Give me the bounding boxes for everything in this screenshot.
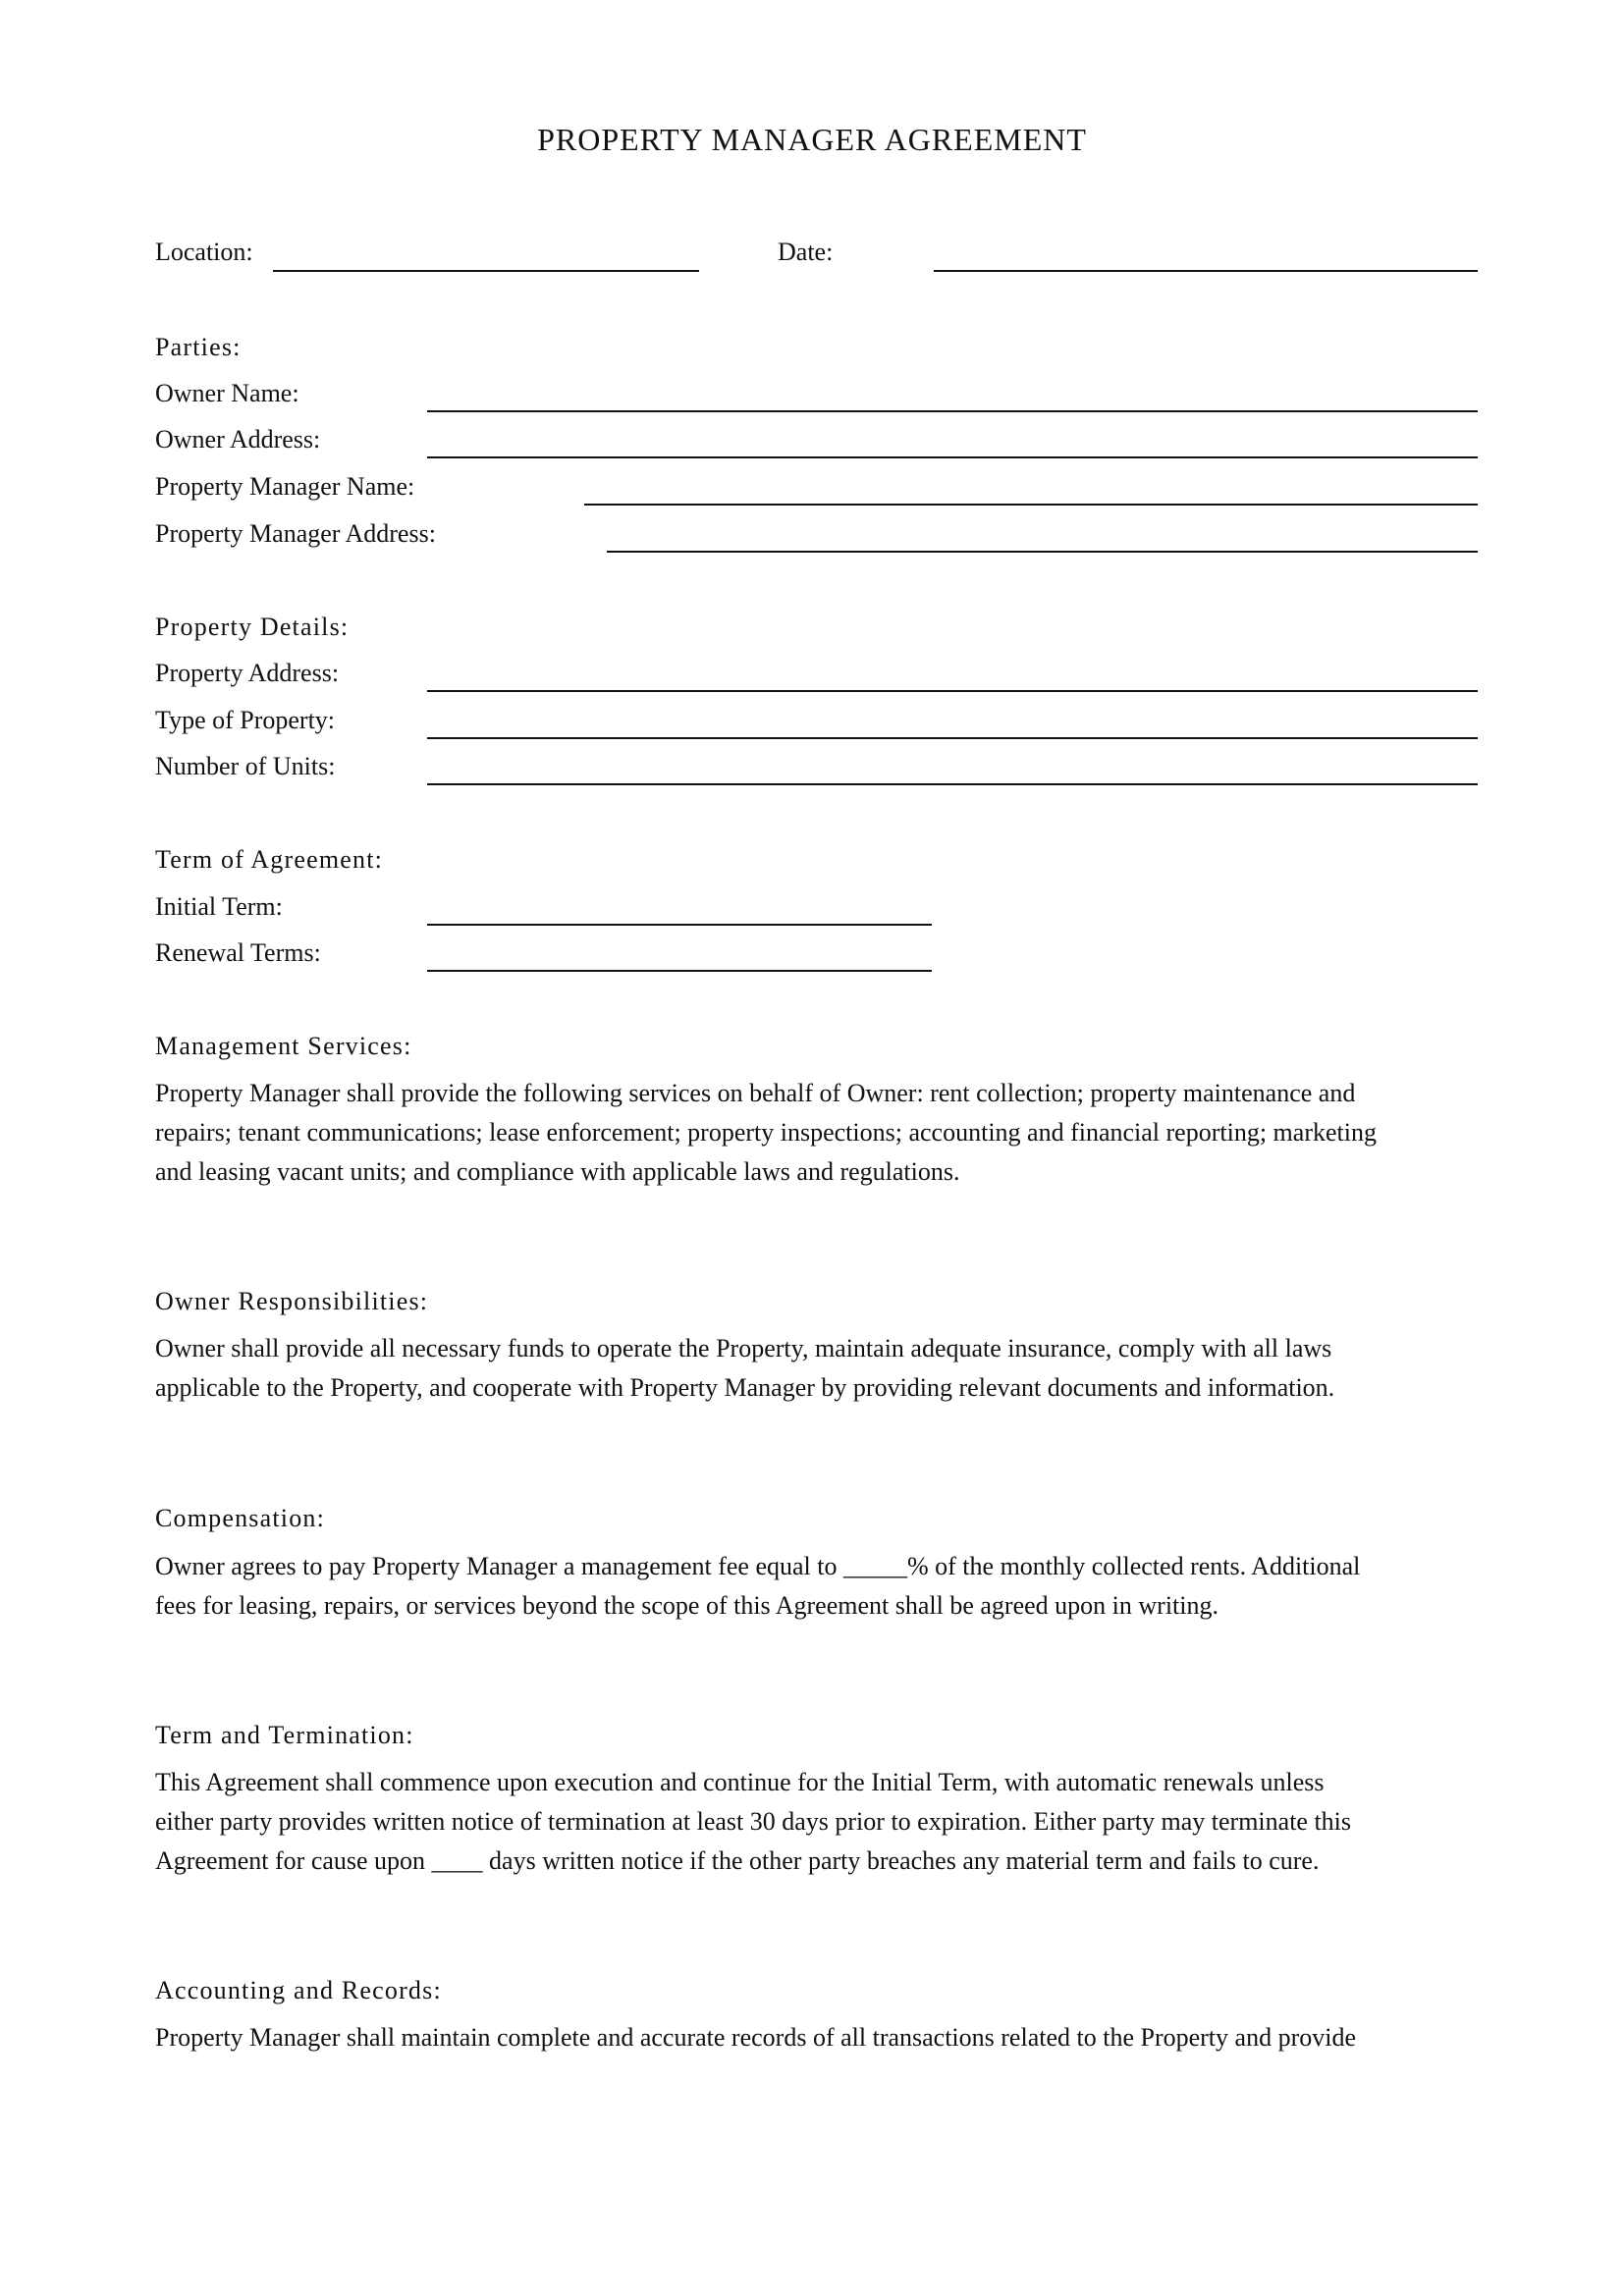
owner-name-field[interactable]: [427, 410, 1478, 412]
body-line: either party provides written notice of termination at least 30 days prior to expiration. Either party may terminate this: [155, 1807, 1352, 1836]
section-body-owner-responsibilities: [155, 1329, 1490, 1408]
body-line: Property Manager shall provide the following services on behalf of Owner: rent collection; property maintenance and: [155, 1079, 1356, 1107]
manager-name-label: Property Manager Name:: [155, 472, 415, 501]
section-heading-compensation: Compensation:: [155, 1504, 326, 1532]
units-field[interactable]: [427, 783, 1478, 785]
section-body-management-services: [155, 1074, 1490, 1192]
manager-name-field[interactable]: [584, 504, 1478, 506]
term-heading: Term of Agreement:: [155, 845, 384, 874]
manager-address-label: Property Manager Address:: [155, 519, 436, 548]
parties-heading: Parties:: [155, 333, 242, 361]
body-line: Agreement for cause upon ____ days written notice if the other party breaches any material term and fails to cure.: [155, 1846, 1320, 1875]
owner-address-label: Owner Address:: [155, 425, 321, 454]
body-line: This Agreement shall commence upon execution and continue for the Initial Term, with automatic renewals unless: [155, 1768, 1325, 1796]
owner-address-field[interactable]: [427, 456, 1478, 458]
body-line: and leasing vacant units; and compliance with applicable laws and regulations.: [155, 1157, 960, 1186]
body-line: applicable to the Property, and cooperate with Property Manager by providing relevant documents and information.: [155, 1373, 1335, 1402]
initial-term-label: Initial Term:: [155, 892, 283, 921]
initial-term-field[interactable]: [427, 924, 932, 926]
section-body-compensation: [155, 1547, 1490, 1626]
body-line: repairs; tenant communications; lease enforcement; property inspections; accounting and financial reporting; marketing: [155, 1118, 1377, 1147]
section-heading-accounting-records: Accounting and Records:: [155, 1976, 442, 2004]
property-type-field[interactable]: [427, 737, 1478, 739]
renewal-terms-label: Renewal Terms:: [155, 938, 321, 967]
date-field[interactable]: [934, 270, 1478, 272]
section-body-accounting-records: [155, 2018, 1490, 2057]
section-heading-owner-responsibilities: Owner Responsibilities:: [155, 1287, 429, 1315]
units-label: Number of Units:: [155, 752, 336, 780]
property-address-field[interactable]: [427, 690, 1478, 692]
section-heading-management-services: Management Services:: [155, 1032, 412, 1060]
body-line: fees for leasing, repairs, or services beyond the scope of this Agreement shall be agreed upon in writing.: [155, 1591, 1218, 1620]
renewal-terms-field[interactable]: [427, 970, 932, 972]
property-type-label: Type of Property:: [155, 706, 336, 734]
document-title: PROPERTY MANAGER AGREEMENT: [537, 122, 1087, 157]
property-heading: Property Details:: [155, 613, 350, 641]
location-label: Location:: [155, 238, 253, 266]
body-line: Property Manager shall maintain complete and accurate records of all transactions related to the Property and provide: [155, 2023, 1356, 2052]
section-body-term-termination: [155, 1763, 1490, 1881]
owner-name-label: Owner Name:: [155, 379, 299, 407]
date-label: Date:: [778, 238, 834, 266]
property-address-label: Property Address:: [155, 659, 340, 687]
section-heading-term-termination: Term and Termination:: [155, 1721, 414, 1749]
location-field[interactable]: [273, 270, 699, 272]
manager-address-field[interactable]: [607, 551, 1478, 553]
body-line: Owner shall provide all necessary funds to operate the Property, maintain adequate insurance, comply with all laws: [155, 1334, 1332, 1362]
body-line: Owner agrees to pay Property Manager a management fee equal to _____% of the monthly collected rents. Additional: [155, 1552, 1361, 1580]
